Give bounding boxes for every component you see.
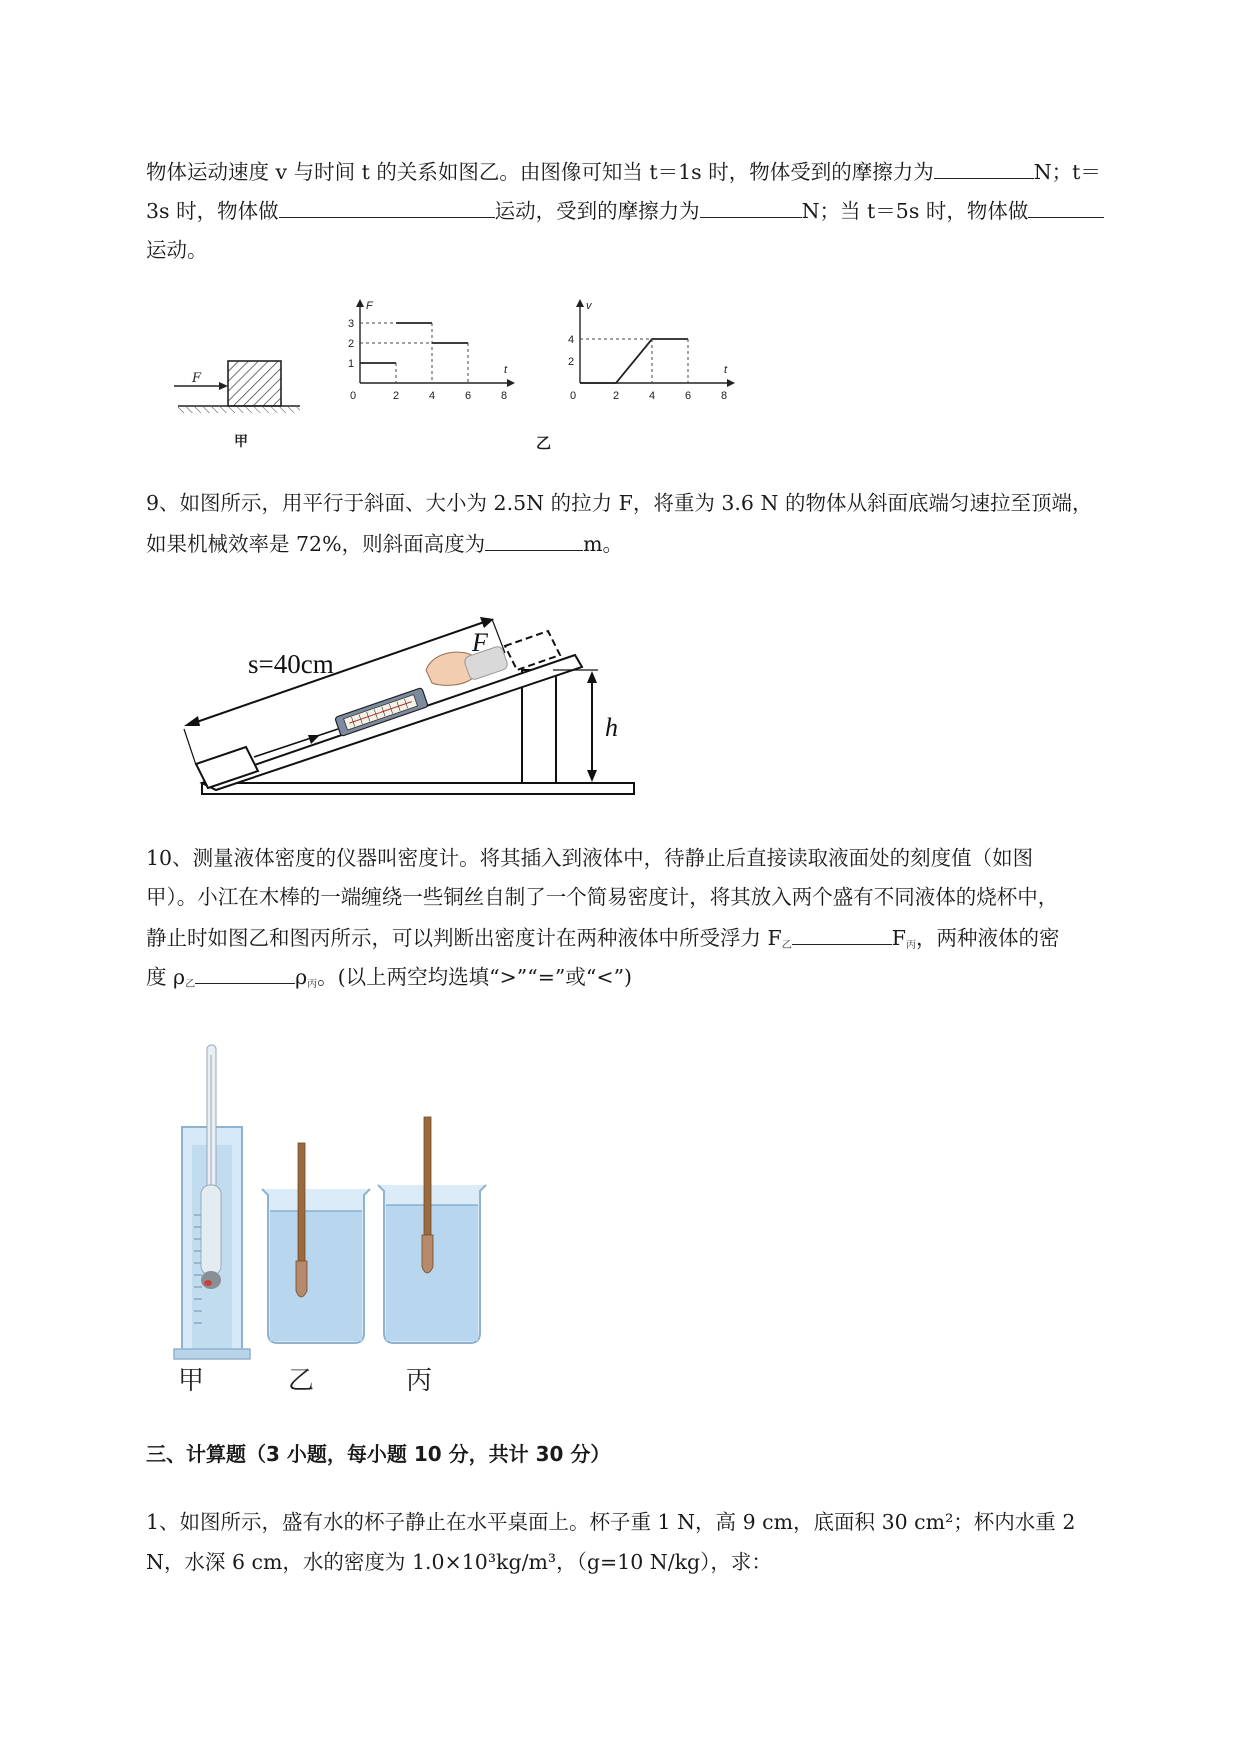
answer-blank[interactable] <box>934 156 1034 179</box>
subscript: 乙 <box>781 940 792 951</box>
q9-text: m。 <box>583 532 624 556</box>
label-yi: 乙 <box>288 1366 315 1395</box>
q8-line-2 <box>146 195 1104 226</box>
q8-line-3 <box>146 235 208 265</box>
h-label: h <box>605 713 618 742</box>
q8-line-1 <box>146 156 1101 187</box>
block-shape <box>228 361 281 406</box>
answer-blank[interactable] <box>1028 195 1104 218</box>
v-t-chart <box>560 295 740 415</box>
q10-line-4 <box>146 961 632 1000</box>
x-tick-label: 8 <box>501 390 508 402</box>
q8-text: N；当 t＝5s 时，物体做 <box>801 199 1029 223</box>
subscript: 丙 <box>307 979 318 990</box>
figure-v-t-graph <box>560 295 740 415</box>
figure-label-yi: 乙 <box>536 434 552 452</box>
section-heading <box>146 1439 610 1469</box>
q1-line-2 <box>146 1547 772 1577</box>
x-tick-label: 6 <box>465 390 472 402</box>
q9-text: 如果机械效率是 72%，则斜面高度为 <box>146 532 486 556</box>
block-on-incline <box>196 747 258 788</box>
x-tick-label: 2 <box>613 390 620 402</box>
beaker-bing <box>378 1117 486 1343</box>
v-line <box>580 339 688 383</box>
figure-label-jia: 甲 <box>234 434 248 450</box>
answer-blank[interactable] <box>485 528 583 551</box>
incline-support <box>522 670 556 783</box>
figure-f-t-graph <box>340 295 520 415</box>
q10-text: ，两种液体的密 <box>915 926 1060 950</box>
answer-blank[interactable] <box>279 195 495 218</box>
q9-line-2 <box>146 528 623 559</box>
y-tick-label: 3 <box>348 318 355 330</box>
x-tick-label: 6 <box>685 390 692 402</box>
q10-text: 静止时如图乙和图丙所示，可以判断出密度计在两种液体中所受浮力 F <box>146 926 782 950</box>
t-axis-label: t <box>724 364 728 376</box>
x-tick-label: 2 <box>393 390 400 402</box>
q9-line-1 <box>146 488 1092 518</box>
q10-text: 甲）。小江在木棒的一端缠绕一些铜丝自制了一个简易密度计，将其放入两个盛有不同液体的烧杯中， <box>146 885 1059 909</box>
label-bing: 丙 <box>406 1366 433 1395</box>
q10-line-3 <box>146 922 1059 961</box>
q8-text: N；t＝ <box>1033 160 1101 184</box>
floor-hatch <box>178 407 300 413</box>
answer-blank[interactable] <box>195 961 295 984</box>
q10-line-1 <box>146 843 1033 873</box>
t-axis-label: t <box>504 364 508 376</box>
q10-text: ρ <box>295 965 308 989</box>
x-tick-label: 4 <box>649 390 656 402</box>
y-tick-label: 2 <box>348 338 355 350</box>
q8-text: 运动，受到的摩擦力为 <box>494 199 700 223</box>
q10-text: 。(以上两空均选填“>”“=”或“<”) <box>317 965 633 989</box>
q8-text: 3s 时，物体做 <box>146 199 279 223</box>
x-tick-label: 4 <box>429 390 436 402</box>
q1-text: 1、如图所示，盛有水的杯子静止在水平桌面上。杯子重 1 N，高 9 cm，底面积 30 cm²；杯内水重 2 <box>146 1510 1076 1534</box>
y-tick-label: 2 <box>568 356 575 368</box>
q10-text: 10、测量液体密度的仪器叫密度计。将其插入到液体中，待静止后直接读取液面处的刻度值（如图 <box>146 846 1034 870</box>
answer-blank[interactable] <box>792 922 892 945</box>
figure-hydrometers <box>170 1035 550 1395</box>
answer-blank[interactable] <box>700 195 802 218</box>
s-label: s=40cm <box>248 649 334 679</box>
origin-label: 0 <box>570 390 577 402</box>
hand-shape <box>426 645 509 685</box>
f-t-chart <box>340 295 520 415</box>
q8-text: 物体运动速度 v 与时间 t 的关系如图乙。由图像可知当 t＝1s 时，物体受到的摩擦力为 <box>146 160 934 184</box>
beaker-yi <box>262 1143 370 1343</box>
label-jia: 甲 <box>178 1366 205 1395</box>
origin-label: 0 <box>350 390 357 402</box>
f-label: F <box>472 628 488 657</box>
subscript: 丙 <box>905 940 916 951</box>
incline-base <box>202 783 634 794</box>
section-title: 三、计算题（3 小题，每小题 10 分，共计 30 分） <box>146 1442 611 1466</box>
q1-line-1 <box>146 1507 1075 1537</box>
x-tick-label: 8 <box>721 390 728 402</box>
v-axis-label: v <box>586 300 592 312</box>
subscript: 乙 <box>185 979 196 990</box>
force-label: F <box>192 371 202 386</box>
figure-block-diagram <box>170 340 310 460</box>
y-tick-label: 1 <box>348 358 355 370</box>
q10-text: 度 ρ <box>146 965 186 989</box>
q8-text: 运动。 <box>146 238 208 262</box>
q10-line-2 <box>146 882 1058 912</box>
figure-incline <box>170 595 650 805</box>
q10-text: F <box>891 926 906 950</box>
y-tick-label: 4 <box>568 334 575 346</box>
f-axis-label: F <box>366 300 373 312</box>
q9-text: 9、如图所示，用平行于斜面、大小为 2.5N 的拉力 F，将重为 3.6 N 的物体从斜面底端匀速拉至顶端， <box>146 491 1093 515</box>
q1-text: N，水深 6 cm，水的密度为 1.0×10³kg/m³，（g=10 N/kg），求： <box>146 1550 772 1574</box>
